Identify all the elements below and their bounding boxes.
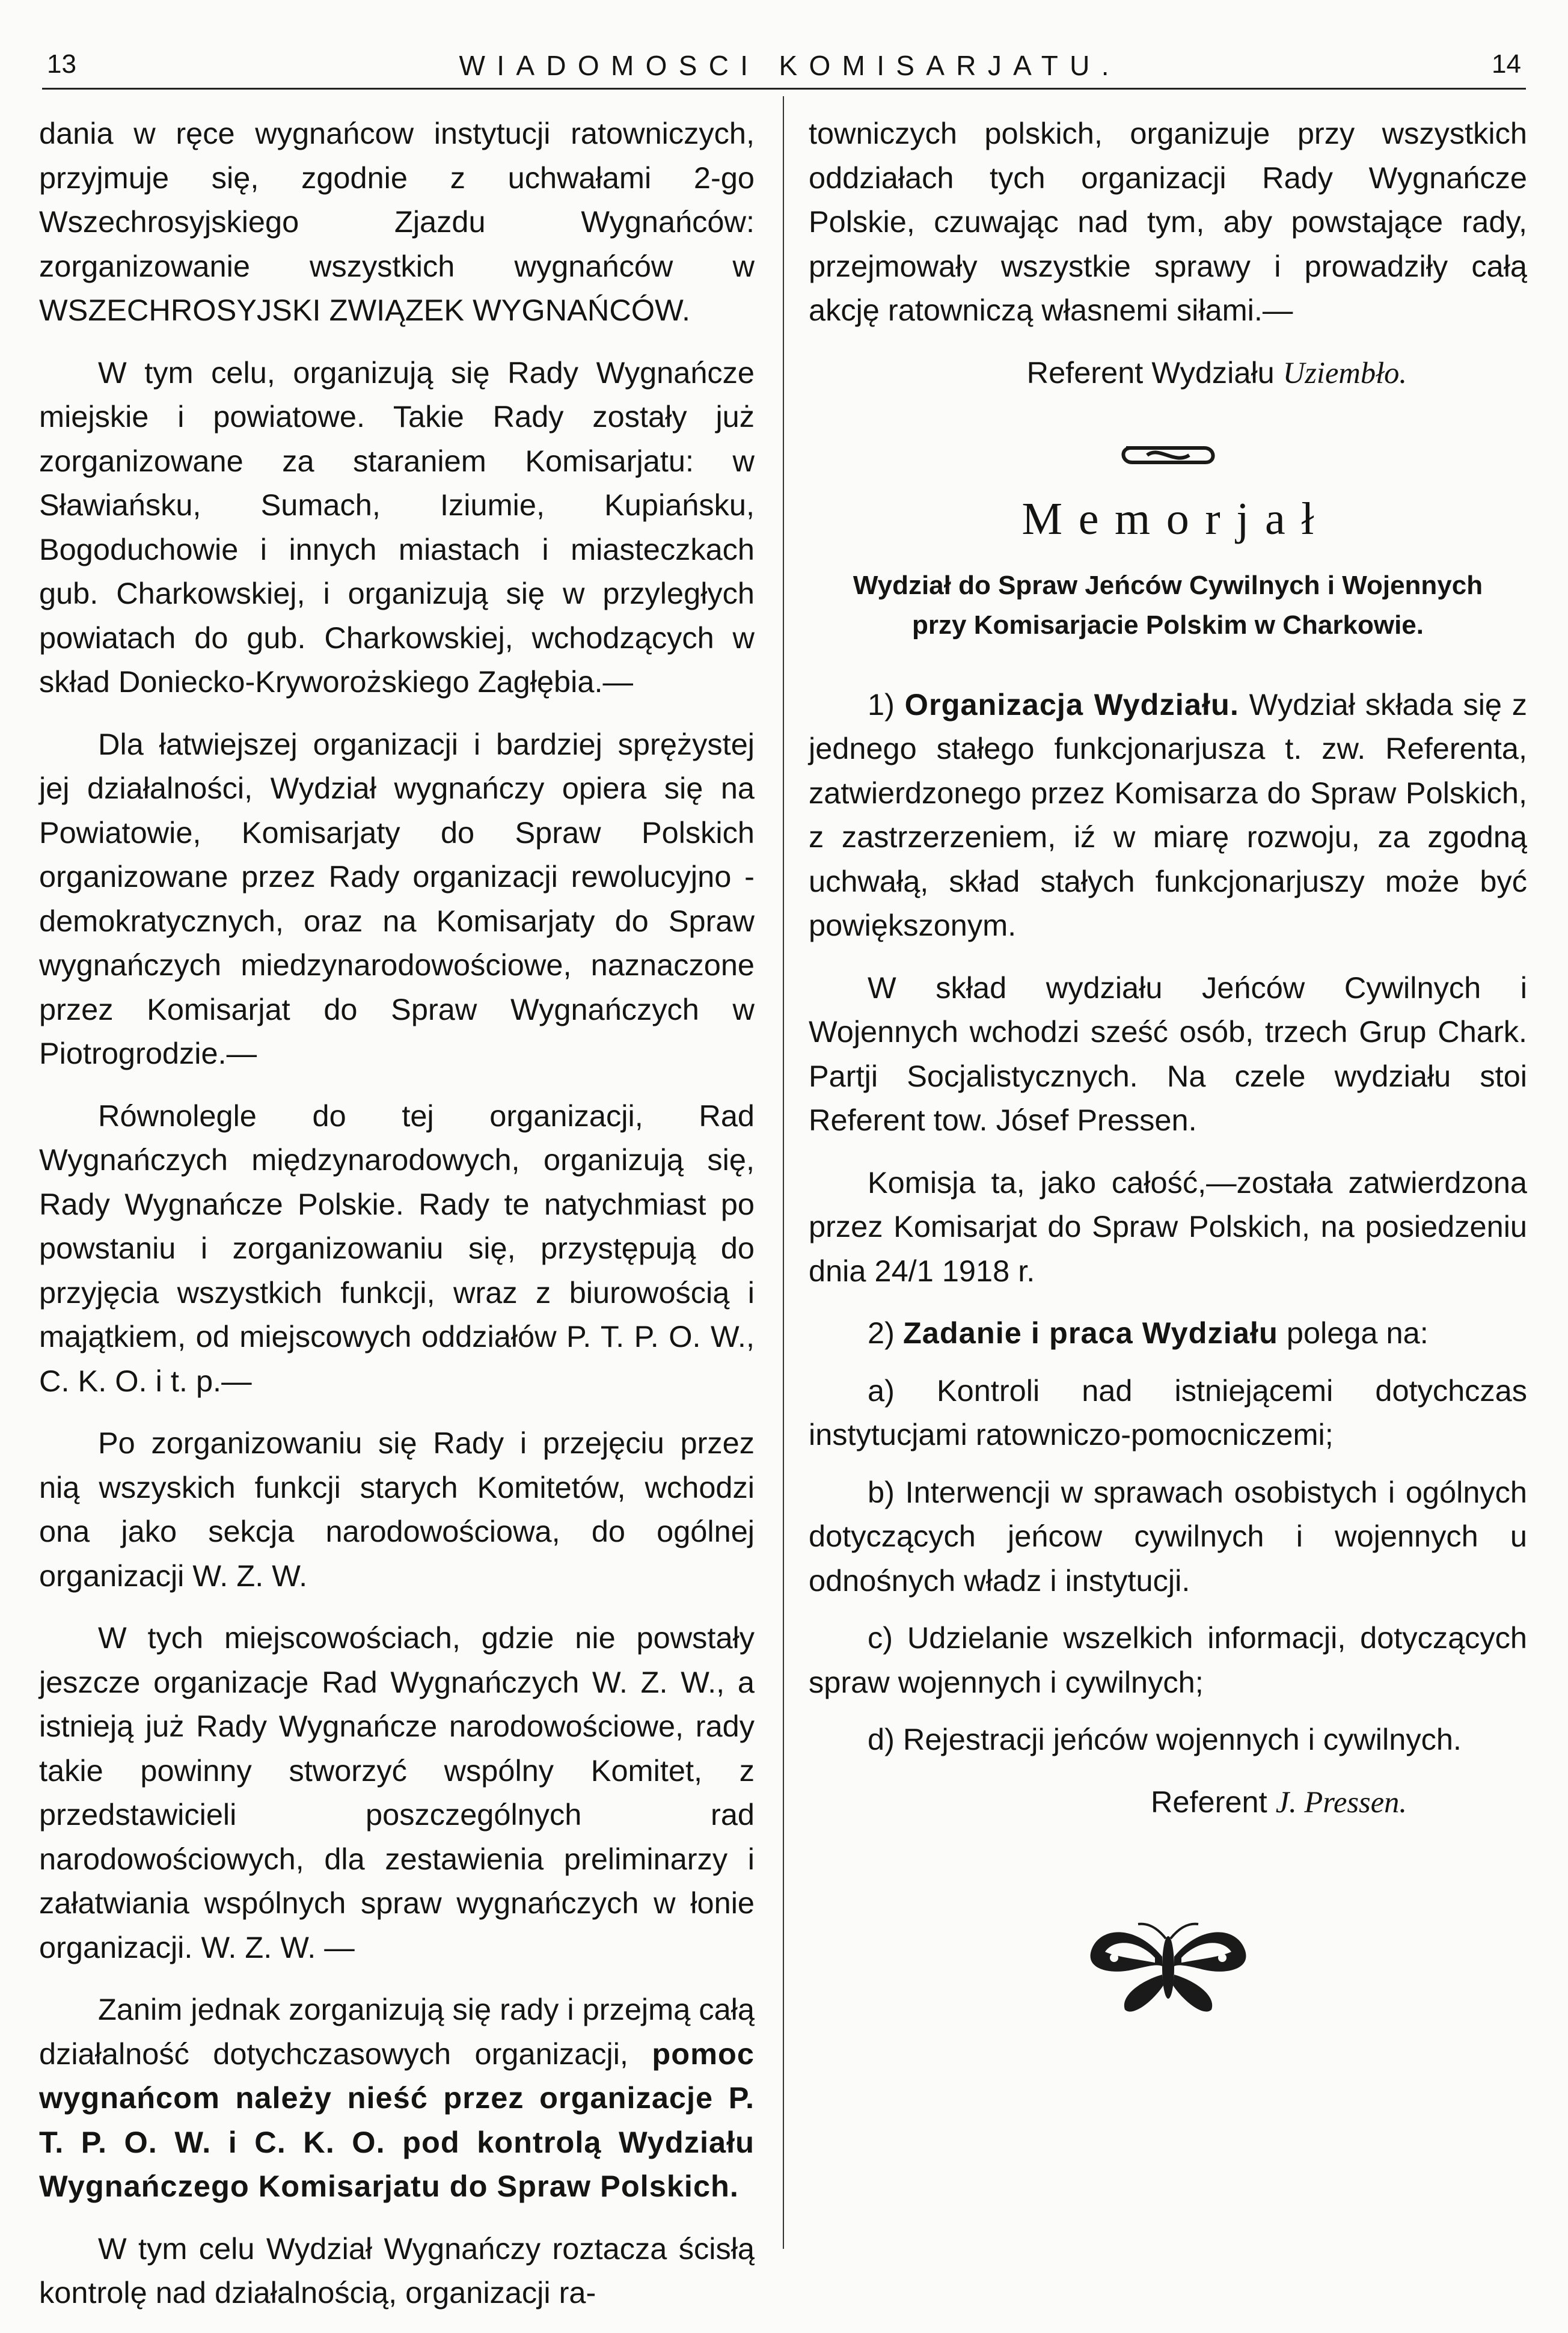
paragraph: W tych miejscowościach, gdzie nie powstały jeszcze organizacje Rad Wygnańczych W. Z. W., a istnieją już Rady Wygnańcze narodowościowe, rady takie powinny stworzyć wspólny Komitet, z przedstawicieli poszczególnych rad narodowościowych, dla zestawienia preliminarzy i załatwiania wspólnych spraw wygnańczych w łonie organizacji. W. Z. W. —	[39, 1620, 755, 1964]
section-number: 1)	[868, 687, 905, 722]
header-rule	[42, 88, 1526, 90]
list-item: c) Udzielanie wszelkich informacji, dotyczących spraw wojennych i cywilnych;	[809, 1620, 1527, 1699]
list-item: d) Rejestracji jeńców wojennych i cywilnych.	[868, 1722, 1462, 1756]
paragraph: W skład wydziału Jeńców Cywilnych i Wojennych wchodzi sześć osób, trzech Grup Chark. Partji Socjalistycznych. Na czele wydziału stoi Referent tow. Jósef Pressen.	[809, 970, 1527, 1137]
paragraph-text: Wydział składa się z jednego stałego funkcjonarjusza t. zw. Referenta, zatwierdzonego przez Komisarza do Spraw Polskich, z zastrzerzeniem, iź w miarę rozwoju, za zgodną uchwałą, skład stałych funkcjonarjuszy może być powiększonym.	[809, 687, 1527, 942]
section-heading: Organizacja Wydziału.	[904, 687, 1239, 722]
list-item: b) Interwencji w sprawach osobistych i ogólnych dotyczących jeńcow cywilnych i wojennych u odnośnych władz i instytucji.	[809, 1474, 1527, 1598]
signature-name: J. Pressen.	[1275, 1785, 1407, 1819]
paragraph	[809, 682, 1527, 948]
left-page-number: 13	[47, 49, 76, 79]
running-title: WIADOMOSCI KOMISARJATU.	[459, 50, 1121, 81]
paragraph: Po zorganizowaniu się Rady i przejęciu przez nią wszyskich funkcji starych Komitetów, wchodzi ona jako sekcja narodowościowa, do ogólnej organizacji W. Z. W.	[39, 1426, 755, 1593]
memo-subtitle	[809, 566, 1527, 645]
list-item: a) Kontroli nad istniejącemi dotychczas instytucjami ratowniczo-pomocniczemi;	[809, 1373, 1527, 1452]
signature-role: Referent Wydziału	[1026, 355, 1283, 390]
paragraph: Równolegle do tej organizacji, Rad Wygnańczych międzynarodowych, organizują się, Rady Wygnańcze Polskie. Rady te natychmiast po powstaniu i zorganizowaniu się, przystępują do przyjęcia wszystkich funkcji, wraz z biurowością i majątkiem, od miejscowych oddziałów P. T. P. O. W., C. K. O. i t. p.—	[39, 1098, 755, 1398]
paragraph: Komisja ta, jako całość,—została zatwierdzona przez Komisarjat do Spraw Polskich, na posiedzeniu dnia 24/1 1918 r.	[809, 1165, 1527, 1288]
column-divider	[783, 96, 784, 2249]
emphasized-text: pomoc wygnańcom należy nieść przez organizacje P. T. P. O. W. i C. K. O. pod kontrolą Wydziału Wygnańczego Komisarjatu do Spraw Polskich.	[39, 2036, 755, 2203]
memo-title: Memorjał	[1021, 494, 1331, 544]
paragraph: W tym celu Wydział Wygnańczy roztacza ścisłą kontrolę nad działalnością, organizacji ra-	[39, 2231, 755, 2310]
right-page-number: 14	[1492, 49, 1521, 79]
paragraph: towniczych polskich, organizuje przy wszystkich oddziałach tych organizacji Rady Wygnańcze Polskie, czuwając nad tym, aby powstające rady, przejmowały wszystkie sprawy i prowadziły całą akcję ratowniczą własnemi siłami.—	[809, 116, 1527, 327]
memo-subtitle-line: przy Komisarjacie Polskim w Charkowie.	[912, 610, 1424, 640]
signature-role: Referent	[1150, 1784, 1276, 1819]
paragraph-text: Zanim jednak zorganizują się rady i przejmą całą działalność dotychczasowych organizacji,	[39, 1992, 755, 2071]
section-number: 2)	[868, 1316, 903, 1350]
paragraph-text: polega na:	[1278, 1316, 1429, 1350]
paragraph: dania w ręce wygnańcow instytucji ratowniczych, przyjmuje się, zgodnie z uchwałami 2-go Wszechrosyjskiego Zjazdu Wygnańców: zorganizowanie wszystkich wygnańców w WSZECHROSYJSKI ZWIĄZEK WYGNAŃCÓW.	[39, 116, 755, 327]
butterfly-ornament-icon	[1078, 1915, 1258, 2017]
paragraph: W tym celu, organizują się Rady Wygnańcze miejskie i powiatowe. Takie Rady zostały już zorganizowane za staraniem Komisarjatu: w Sławiańsku, Sumach, Iziumie, Kupiańsku, Bogoduchowie i innych miastach i miasteczkach gub. Charkowskiej, i organizują się w przyległych powiatach do gub. Charkowskiej, wchodzących w skład Doniecko-Kryworożskiego Zagłębia.—	[39, 355, 755, 699]
signature	[809, 1780, 1527, 1825]
page-header	[42, 49, 1526, 85]
memo-subtitle-line: Wydział do Spraw Jeńców Cywilnych i Wojennych	[853, 570, 1483, 600]
section-heading: Zadanie i praca Wydziału	[902, 1316, 1278, 1350]
left-column	[39, 111, 755, 2333]
paragraph	[39, 1987, 755, 2209]
right-column	[809, 111, 1527, 2017]
signature-name: Uziembło.	[1282, 355, 1407, 390]
paragraph: Dla łatwiejszej organizacji i bardziej sprężystej jej działalności, Wydział wygnańczy opiera się na Powiatowie, Komisarjaty do Spraw Polskich organizowane przez Rady organizacji rewolucyjno - demokratycznych, oraz na Komisarjaty do Spraw wygnańczych miedzynarodowościowe, naznaczone przez Komisarjat do Spraw Wygnańczych w Piotrogrodzie.—	[39, 726, 755, 1070]
scroll-ornament-icon	[1114, 437, 1222, 473]
paragraph	[809, 1311, 1527, 1355]
signature	[809, 351, 1527, 396]
